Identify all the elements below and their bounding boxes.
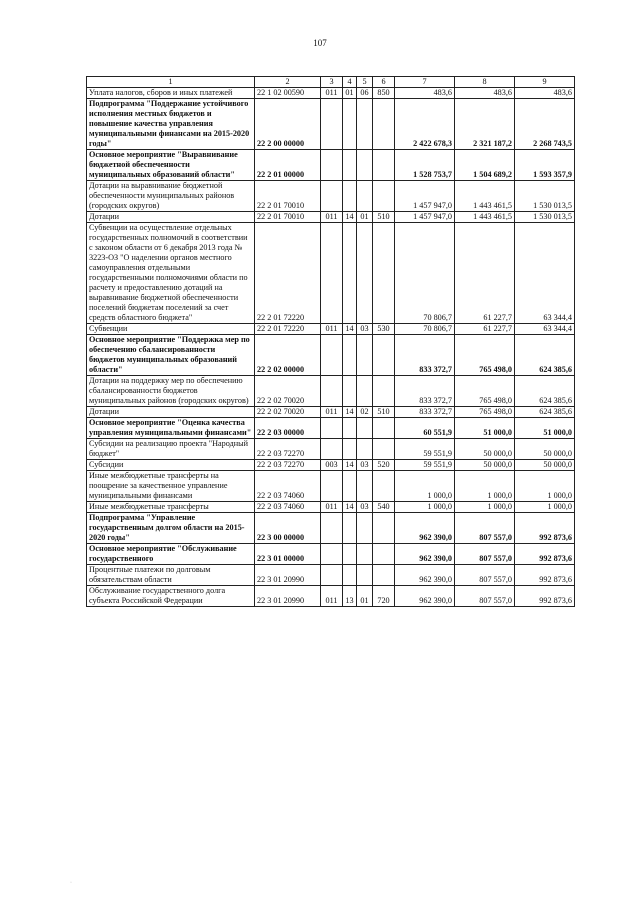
table-row <box>87 335 575 376</box>
amount-year-1: 70 806,7 <box>395 223 455 324</box>
subsection-code <box>357 565 373 586</box>
amount-year-1: 483,6 <box>395 88 455 99</box>
subsection-code <box>357 513 373 544</box>
target-code: 22 2 01 70010 <box>255 212 321 223</box>
expense-type-code: 510 <box>373 212 395 223</box>
amount-year-3: 50 000,0 <box>515 439 575 460</box>
ministry-code <box>321 150 343 181</box>
ministry-code <box>321 376 343 407</box>
amount-year-1: 833 372,7 <box>395 407 455 418</box>
row-name: Основное мероприятие "Выравнивание бюджетной обеспеченности муниципальных образований области" <box>87 150 255 181</box>
amount-year-2: 765 498,0 <box>455 407 515 418</box>
target-code: 22 2 03 74060 <box>255 471 321 502</box>
column-header-7: 7 <box>395 77 455 88</box>
amount-year-2: 50 000,0 <box>455 460 515 471</box>
subsection-code <box>357 99 373 150</box>
ministry-code <box>321 223 343 324</box>
amount-year-2: 807 557,0 <box>455 513 515 544</box>
amount-year-1: 962 390,0 <box>395 513 455 544</box>
subsection-code: 06 <box>357 88 373 99</box>
row-name: Уплата налогов, сборов и иных платежей <box>87 88 255 99</box>
target-code: 22 2 01 70010 <box>255 181 321 212</box>
column-header-8: 8 <box>455 77 515 88</box>
table-header-row <box>87 77 575 88</box>
expense-type-code <box>373 335 395 376</box>
expense-type-code: 720 <box>373 586 395 607</box>
subsection-code <box>357 150 373 181</box>
amount-year-1: 1 000,0 <box>395 502 455 513</box>
target-code: 22 3 01 20990 <box>255 565 321 586</box>
expense-type-code: 540 <box>373 502 395 513</box>
section-code <box>343 99 357 150</box>
target-code: 22 2 03 72270 <box>255 460 321 471</box>
target-code: 22 2 03 74060 <box>255 502 321 513</box>
ministry-code: 011 <box>321 502 343 513</box>
target-code: 22 2 01 00000 <box>255 150 321 181</box>
table-row <box>87 407 575 418</box>
row-name: Субвенции <box>87 324 255 335</box>
amount-year-3: 624 385,6 <box>515 407 575 418</box>
target-code: 22 2 02 70020 <box>255 376 321 407</box>
table-row <box>87 150 575 181</box>
ministry-code: 011 <box>321 407 343 418</box>
row-name: Обслуживание государственного долга субъекта Российской Федерации <box>87 586 255 607</box>
ministry-code: 011 <box>321 212 343 223</box>
target-code: 22 3 01 20990 <box>255 586 321 607</box>
page-number: 107 <box>313 38 327 48</box>
table-row <box>87 544 575 565</box>
section-code: 14 <box>343 407 357 418</box>
table-row <box>87 99 575 150</box>
subsection-code <box>357 335 373 376</box>
expense-type-code <box>373 471 395 502</box>
subsection-code <box>357 418 373 439</box>
section-code <box>343 439 357 460</box>
ministry-code <box>321 471 343 502</box>
subsection-code <box>357 544 373 565</box>
amount-year-1: 962 390,0 <box>395 544 455 565</box>
section-code <box>343 223 357 324</box>
amount-year-3: 63 344,4 <box>515 223 575 324</box>
expense-type-code: 530 <box>373 324 395 335</box>
table-row <box>87 376 575 407</box>
subsection-code: 01 <box>357 212 373 223</box>
subsection-code <box>357 223 373 324</box>
target-code: 22 2 02 00000 <box>255 335 321 376</box>
expense-type-code <box>373 376 395 407</box>
ministry-code <box>321 565 343 586</box>
table-row <box>87 324 575 335</box>
section-code: 01 <box>343 88 357 99</box>
subsection-code: 03 <box>357 460 373 471</box>
amount-year-1: 833 372,7 <box>395 376 455 407</box>
expense-type-code <box>373 223 395 324</box>
ministry-code <box>321 418 343 439</box>
target-code: 22 2 00 00000 <box>255 99 321 150</box>
expense-type-code <box>373 181 395 212</box>
target-code: 22 2 02 70020 <box>255 407 321 418</box>
table-row <box>87 88 575 99</box>
amount-year-2: 807 557,0 <box>455 586 515 607</box>
amount-year-1: 70 806,7 <box>395 324 455 335</box>
amount-year-2: 61 227,7 <box>455 223 515 324</box>
row-name: Процентные платежи по долговым обязательствам области <box>87 565 255 586</box>
ministry-code <box>321 335 343 376</box>
target-code: 22 1 02 00590 <box>255 88 321 99</box>
amount-year-3: 992 873,6 <box>515 565 575 586</box>
row-name: Основное мероприятие "Обслуживание государственного <box>87 544 255 565</box>
column-header-3: 3 <box>321 77 343 88</box>
expense-type-code: 520 <box>373 460 395 471</box>
subsection-code: 03 <box>357 324 373 335</box>
expense-type-code <box>373 513 395 544</box>
section-code <box>343 565 357 586</box>
amount-year-3: 624 385,6 <box>515 335 575 376</box>
amount-year-3: 51 000,0 <box>515 418 575 439</box>
amount-year-3: 992 873,6 <box>515 513 575 544</box>
amount-year-2: 1 504 689,2 <box>455 150 515 181</box>
target-code: 22 2 01 72220 <box>255 324 321 335</box>
section-code <box>343 471 357 502</box>
row-name: Подпрограмма "Управление государственным долгом области на 2015-2020 годы" <box>87 513 255 544</box>
amount-year-1: 1 457 947,0 <box>395 181 455 212</box>
section-code <box>343 150 357 181</box>
ministry-code <box>321 544 343 565</box>
target-code: 22 3 00 00000 <box>255 513 321 544</box>
amount-year-2: 765 498,0 <box>455 376 515 407</box>
row-name: Дотации <box>87 212 255 223</box>
amount-year-3: 1 530 013,5 <box>515 212 575 223</box>
table-row <box>87 502 575 513</box>
expense-type-code <box>373 418 395 439</box>
amount-year-1: 59 551,9 <box>395 439 455 460</box>
target-code: 22 3 01 00000 <box>255 544 321 565</box>
amount-year-2: 1 443 461,5 <box>455 212 515 223</box>
expense-type-code <box>373 439 395 460</box>
section-code: 14 <box>343 460 357 471</box>
amount-year-3: 50 000,0 <box>515 460 575 471</box>
table-row <box>87 223 575 324</box>
amount-year-2: 61 227,7 <box>455 324 515 335</box>
scan-mark: · <box>70 880 72 886</box>
table-row <box>87 586 575 607</box>
ministry-code: 011 <box>321 586 343 607</box>
target-code: 22 2 03 00000 <box>255 418 321 439</box>
row-name: Подпрограмма "Поддержание устойчивого исполнения местных бюджетов и повышение качества управления муниципальными финансами на 2015-2020 годы" <box>87 99 255 150</box>
subsection-code: 03 <box>357 502 373 513</box>
table-row <box>87 460 575 471</box>
amount-year-2: 765 498,0 <box>455 335 515 376</box>
amount-year-1: 1 457 947,0 <box>395 212 455 223</box>
budget-table <box>86 76 575 607</box>
target-code: 22 2 03 72270 <box>255 439 321 460</box>
table-row <box>87 418 575 439</box>
expense-type-code: 850 <box>373 88 395 99</box>
row-name: Дотации на поддержку мер по обеспечению сбалансированности бюджетов муниципальных районов (городских округов) <box>87 376 255 407</box>
expense-type-code <box>373 99 395 150</box>
section-code: 14 <box>343 324 357 335</box>
column-header-5: 5 <box>357 77 373 88</box>
section-code <box>343 544 357 565</box>
expense-type-code <box>373 150 395 181</box>
amount-year-3: 992 873,6 <box>515 544 575 565</box>
amount-year-3: 483,6 <box>515 88 575 99</box>
amount-year-1: 962 390,0 <box>395 586 455 607</box>
ministry-code: 011 <box>321 88 343 99</box>
amount-year-1: 833 372,7 <box>395 335 455 376</box>
subsection-code: 01 <box>357 586 373 607</box>
subsection-code <box>357 471 373 502</box>
subsection-code <box>357 181 373 212</box>
amount-year-2: 807 557,0 <box>455 544 515 565</box>
column-header-4: 4 <box>343 77 357 88</box>
row-name: Дотации на выравнивание бюджетной обеспеченности муниципальных районов (городских округов) <box>87 181 255 212</box>
section-code: 13 <box>343 586 357 607</box>
amount-year-2: 50 000,0 <box>455 439 515 460</box>
amount-year-1: 59 551,9 <box>395 460 455 471</box>
amount-year-2: 51 000,0 <box>455 418 515 439</box>
amount-year-1: 1 000,0 <box>395 471 455 502</box>
column-header-1: 1 <box>87 77 255 88</box>
amount-year-3: 1 593 357,9 <box>515 150 575 181</box>
subsection-code <box>357 439 373 460</box>
section-code <box>343 335 357 376</box>
amount-year-2: 483,6 <box>455 88 515 99</box>
amount-year-3: 2 268 743,5 <box>515 99 575 150</box>
amount-year-3: 63 344,4 <box>515 324 575 335</box>
table-row <box>87 513 575 544</box>
ministry-code <box>321 99 343 150</box>
expense-type-code <box>373 565 395 586</box>
row-name: Иные межбюджетные трансферты <box>87 502 255 513</box>
amount-year-3: 624 385,6 <box>515 376 575 407</box>
amount-year-1: 60 551,9 <box>395 418 455 439</box>
column-header-9: 9 <box>515 77 575 88</box>
amount-year-3: 1 000,0 <box>515 471 575 502</box>
amount-year-2: 2 321 187,2 <box>455 99 515 150</box>
section-code <box>343 181 357 212</box>
amount-year-1: 2 422 678,3 <box>395 99 455 150</box>
column-header-2: 2 <box>255 77 321 88</box>
section-code: 14 <box>343 212 357 223</box>
ministry-code: 003 <box>321 460 343 471</box>
amount-year-2: 1 000,0 <box>455 471 515 502</box>
amount-year-2: 1 000,0 <box>455 502 515 513</box>
table-row <box>87 439 575 460</box>
column-header-6: 6 <box>373 77 395 88</box>
section-code <box>343 513 357 544</box>
amount-year-2: 807 557,0 <box>455 565 515 586</box>
table-row <box>87 212 575 223</box>
amount-year-1: 962 390,0 <box>395 565 455 586</box>
ministry-code <box>321 513 343 544</box>
target-code: 22 2 01 72220 <box>255 223 321 324</box>
row-name: Основное мероприятие "Оценка качества управления муниципальными финансами" <box>87 418 255 439</box>
subsection-code <box>357 376 373 407</box>
row-name: Дотации <box>87 407 255 418</box>
ministry-code <box>321 439 343 460</box>
amount-year-3: 1 530 013,5 <box>515 181 575 212</box>
section-code: 14 <box>343 502 357 513</box>
row-name: Субсидии на реализацию проекта "Народный бюджет" <box>87 439 255 460</box>
section-code <box>343 418 357 439</box>
amount-year-3: 1 000,0 <box>515 502 575 513</box>
table-row <box>87 181 575 212</box>
expense-type-code: 510 <box>373 407 395 418</box>
amount-year-1: 1 528 753,7 <box>395 150 455 181</box>
ministry-code <box>321 181 343 212</box>
ministry-code: 011 <box>321 324 343 335</box>
table-body <box>87 88 575 607</box>
table-row <box>87 565 575 586</box>
row-name: Основное мероприятие "Поддержка мер по обеспечению сбалансированности бюджетов муниципальных образований области" <box>87 335 255 376</box>
amount-year-3: 992 873,6 <box>515 586 575 607</box>
section-code <box>343 376 357 407</box>
row-name: Иные межбюджетные трансферты на поощрение за качественное управление муниципальными финансами <box>87 471 255 502</box>
row-name: Субвенции на осуществление отдельных государственных полномочий в соответствии с законом области от 6 декабря 2013 года № 3223-ОЗ "О наделении органов местного самоуправления отдельными государственными полномочиями области по расчету и предоставлению дотаций на выравнивание бюджетной обеспеченности поселений бюджетам поселений за счет средств областного бюджета" <box>87 223 255 324</box>
expense-type-code <box>373 544 395 565</box>
amount-year-2: 1 443 461,5 <box>455 181 515 212</box>
table-row <box>87 471 575 502</box>
subsection-code: 02 <box>357 407 373 418</box>
row-name: Субсидии <box>87 460 255 471</box>
